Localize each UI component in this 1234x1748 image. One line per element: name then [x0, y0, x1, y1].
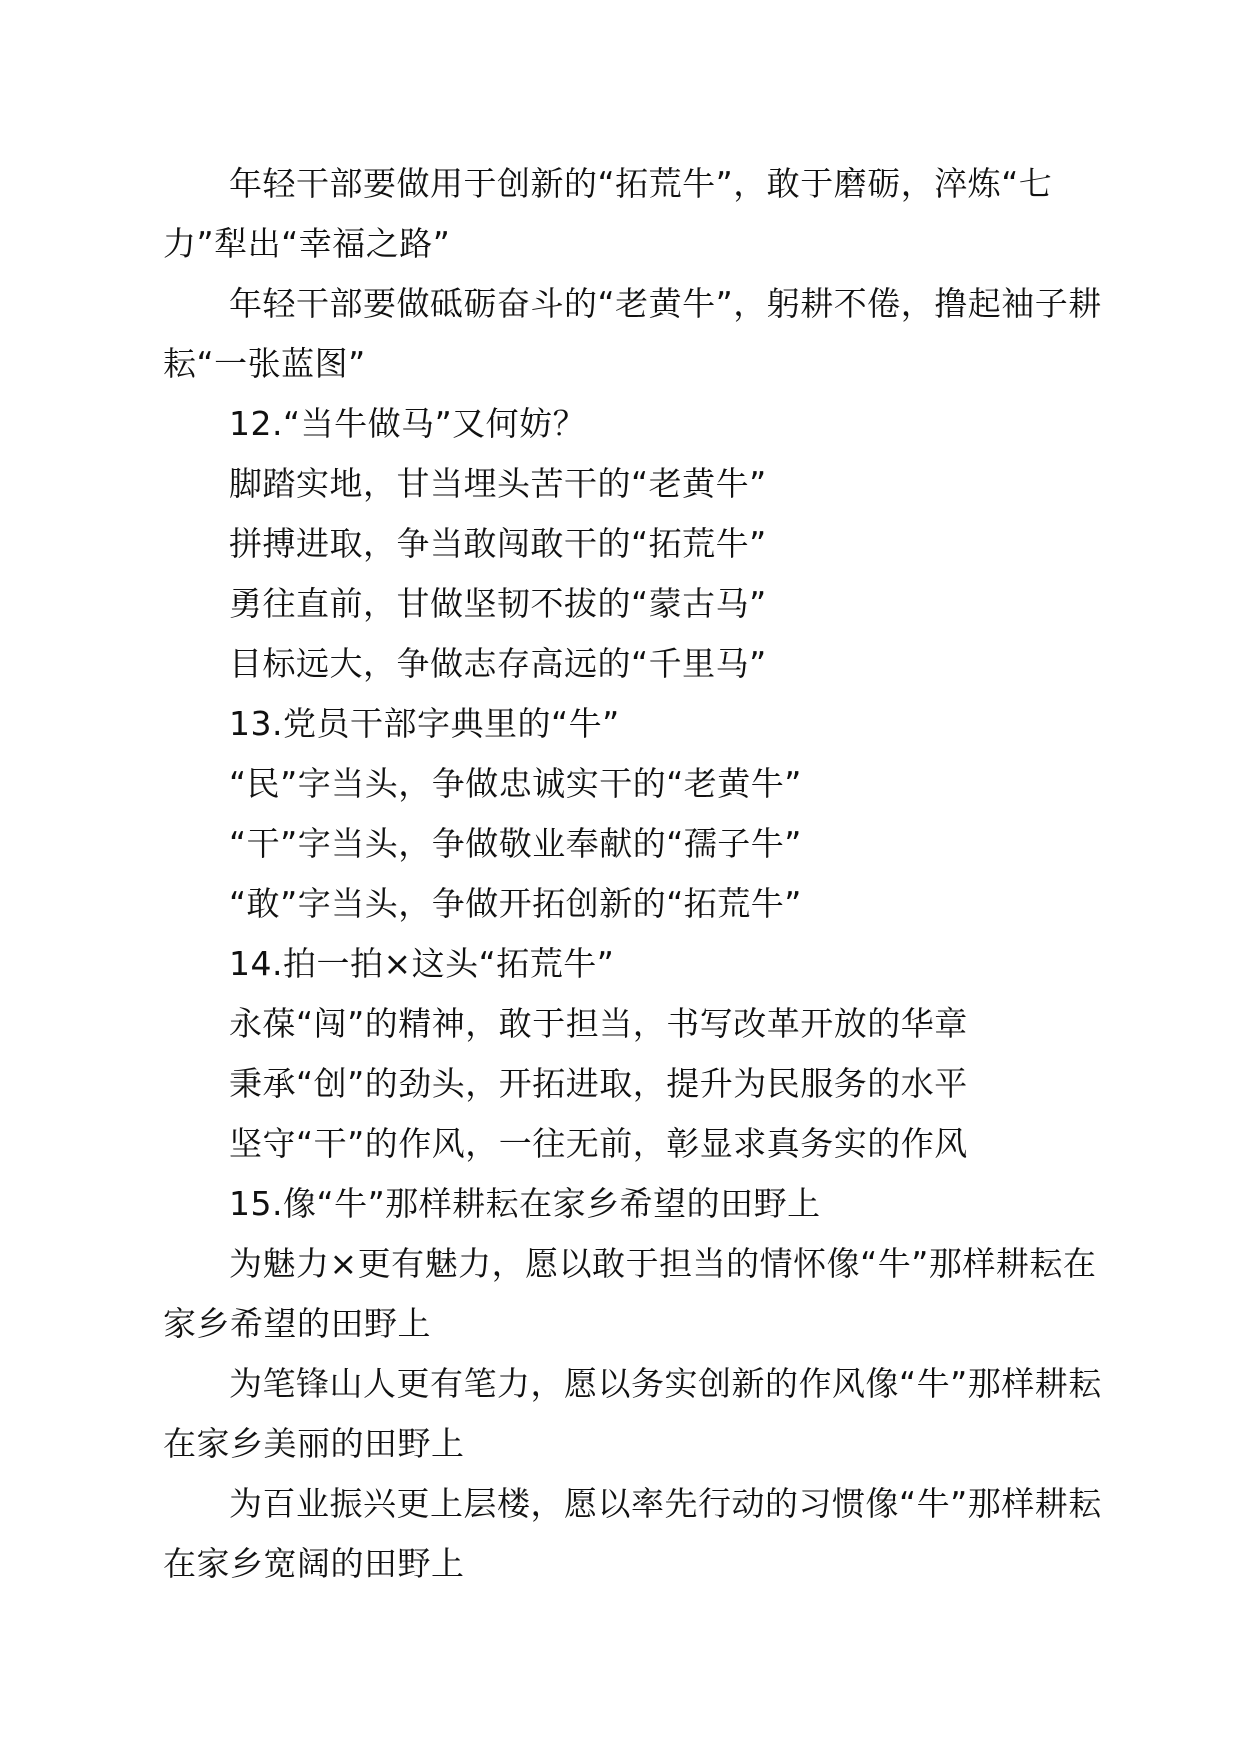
paragraph: “民”字当头，争做忠诚实干的“老黄牛” — [229, 764, 802, 803]
paragraph: 永葆“闯”的精神，敢于担当，书写改革开放的华章 — [229, 1004, 968, 1043]
paragraph: 目标远大，争做志存高远的“千里马” — [229, 644, 767, 683]
document-body — [163, 154, 1103, 1594]
paragraph: 坚守“干”的作风，一往无前，彰显求真务实的作风 — [229, 1124, 968, 1163]
paragraph: 拼搏进取，争当敢闯敢干的“拓荒牛” — [229, 524, 767, 563]
paragraph: 年轻干部要做砥砺奋斗的“老黄牛”，躬耕不倦，撸起袖子耕耘“一张蓝图” — [163, 284, 1102, 383]
paragraph: 年轻干部要做用于创新的“拓荒牛”，敢于磨砺，淬炼“七力”犁出“幸福之路” — [163, 164, 1053, 263]
paragraph: 为百业振兴更上层楼，愿以率先行动的习惯像“牛”那样耕耘在家乡宽阔的田野上 — [163, 1484, 1102, 1583]
paragraph: “干”字当头，争做敬业奉献的“孺子牛” — [229, 824, 802, 863]
paragraph: 为笔锋山人更有笔力，愿以务实创新的作风像“牛”那样耕耘在家乡美丽的田野上 — [163, 1364, 1102, 1463]
section-heading: 15.像“牛”那样耕耘在家乡希望的田野上 — [229, 1184, 821, 1223]
section-heading: 12.“当牛做马”又何妨？ — [229, 404, 587, 443]
paragraph: 脚踏实地，甘当埋头苦干的“老黄牛” — [229, 464, 767, 503]
paragraph: 秉承“创”的劲头，开拓进取，提升为民服务的水平 — [229, 1064, 968, 1103]
paragraph: “敢”字当头，争做开拓创新的“拓荒牛” — [229, 884, 802, 923]
paragraph: 勇往直前，甘做坚韧不拔的“蒙古马” — [229, 584, 767, 623]
section-heading: 14.拍一拍×这头“拓荒牛” — [229, 944, 615, 983]
section-heading: 13.党员干部字典里的“牛” — [229, 704, 620, 743]
paragraph: 为魅力×更有魅力，愿以敢于担当的情怀像“牛”那样耕耘在家乡希望的田野上 — [163, 1244, 1097, 1343]
